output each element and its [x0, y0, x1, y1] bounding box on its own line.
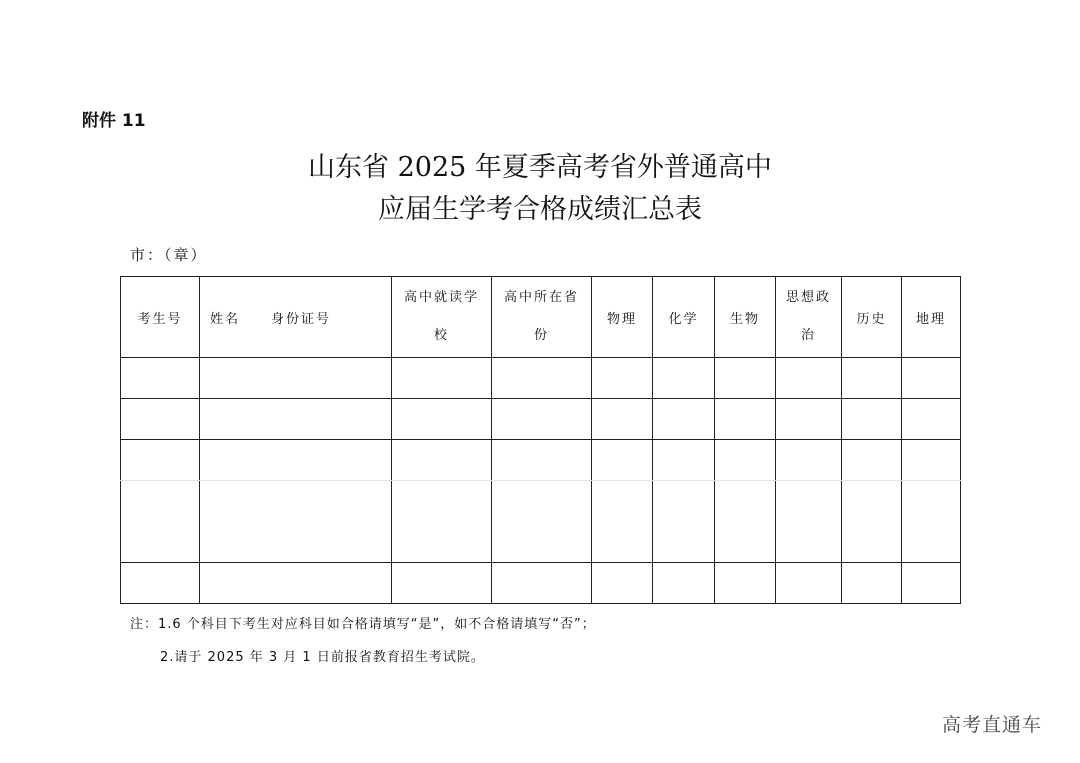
- table-cell: [842, 399, 902, 440]
- header-province: [492, 277, 592, 358]
- header-history: 历史: [842, 277, 902, 358]
- score-summary-table: [120, 276, 961, 604]
- table-cell: [200, 481, 392, 563]
- table-cell: [592, 399, 653, 440]
- table-cell: [776, 399, 842, 440]
- header-school-bottom: 校: [433, 328, 449, 343]
- table-row: [121, 563, 961, 604]
- table-cell: [842, 440, 902, 481]
- table-cell: [492, 481, 592, 563]
- table-cell: [392, 358, 492, 399]
- table-cell: [776, 440, 842, 481]
- note-line-2: 2.请于 2025 年 3 月 1 日前报省教育招生考试院。: [160, 650, 485, 665]
- document-title-line-1: 山东省 2025 年夏季高考省外普通高中: [308, 152, 772, 183]
- header-province-top: 高中所在省: [503, 290, 579, 305]
- header-chemistry: 化学: [653, 277, 715, 358]
- table-cell: [842, 481, 902, 563]
- table-header-row: [121, 277, 961, 358]
- table-cell: [592, 358, 653, 399]
- table-cell: [653, 399, 715, 440]
- document-title-line-2: 应届生学考合格成绩汇总表: [378, 194, 702, 225]
- table-cell: [653, 440, 715, 481]
- table-cell: [902, 399, 961, 440]
- header-school: [392, 277, 492, 358]
- table-cell: [715, 440, 776, 481]
- table-cell: [492, 563, 592, 604]
- table-cell: [392, 563, 492, 604]
- table-row: [121, 399, 961, 440]
- note-line-1: 注：1.6 个科目下考生对应科目如合格请填写“是”，如不合格请填写“否”；: [130, 617, 596, 632]
- table-cell: [592, 481, 653, 563]
- table-cell: [200, 563, 392, 604]
- table-cell: [200, 399, 392, 440]
- header-school-top: 高中就读学: [403, 290, 479, 305]
- header-biology: 生物: [715, 277, 776, 358]
- header-politics-bottom: 治: [800, 328, 816, 343]
- table-cell: [653, 358, 715, 399]
- table-cell: [842, 358, 902, 399]
- table-cell: [492, 358, 592, 399]
- attachment-label: 附件 11: [82, 111, 146, 131]
- header-physics: 物理: [592, 277, 653, 358]
- table-row: [121, 358, 961, 399]
- header-name-id: [200, 277, 392, 358]
- header-name: 姓名: [210, 311, 241, 327]
- table-cell: [592, 440, 653, 481]
- header-id-no: 身份证号: [270, 311, 331, 327]
- table-cell: [842, 563, 902, 604]
- table-cell: [492, 399, 592, 440]
- table-row: [121, 440, 961, 481]
- header-exam-no: 考生号: [121, 277, 200, 358]
- table-cell: [121, 440, 200, 481]
- table-cell: [776, 358, 842, 399]
- table-cell: [902, 358, 961, 399]
- watermark: 高考直通车: [942, 714, 1043, 736]
- table-cell: [902, 563, 961, 604]
- table-cell: [200, 358, 392, 399]
- header-geography: 地理: [902, 277, 961, 358]
- table-cell: [776, 481, 842, 563]
- header-province-bottom: 份: [533, 328, 549, 343]
- table-cell: [715, 358, 776, 399]
- header-politics-top: 思想政: [785, 290, 831, 305]
- city-seal-label: 市：（章）: [130, 246, 208, 264]
- table-cell: [715, 399, 776, 440]
- table-cell: [121, 563, 200, 604]
- table-cell: [392, 481, 492, 563]
- table-cell: [492, 440, 592, 481]
- table-cell: [592, 563, 653, 604]
- table-cell: [392, 399, 492, 440]
- table-cell: [121, 358, 200, 399]
- table-cell: [902, 440, 961, 481]
- table-cell: [200, 440, 392, 481]
- table-row: [121, 481, 961, 563]
- table-cell: [715, 563, 776, 604]
- table-cell: [715, 481, 776, 563]
- table-cell: [653, 563, 715, 604]
- header-politics: [776, 277, 842, 358]
- table-cell: [902, 481, 961, 563]
- table-cell: [653, 481, 715, 563]
- table-cell: [776, 563, 842, 604]
- table-cell: [121, 481, 200, 563]
- table-cell: [121, 399, 200, 440]
- table-cell: [392, 440, 492, 481]
